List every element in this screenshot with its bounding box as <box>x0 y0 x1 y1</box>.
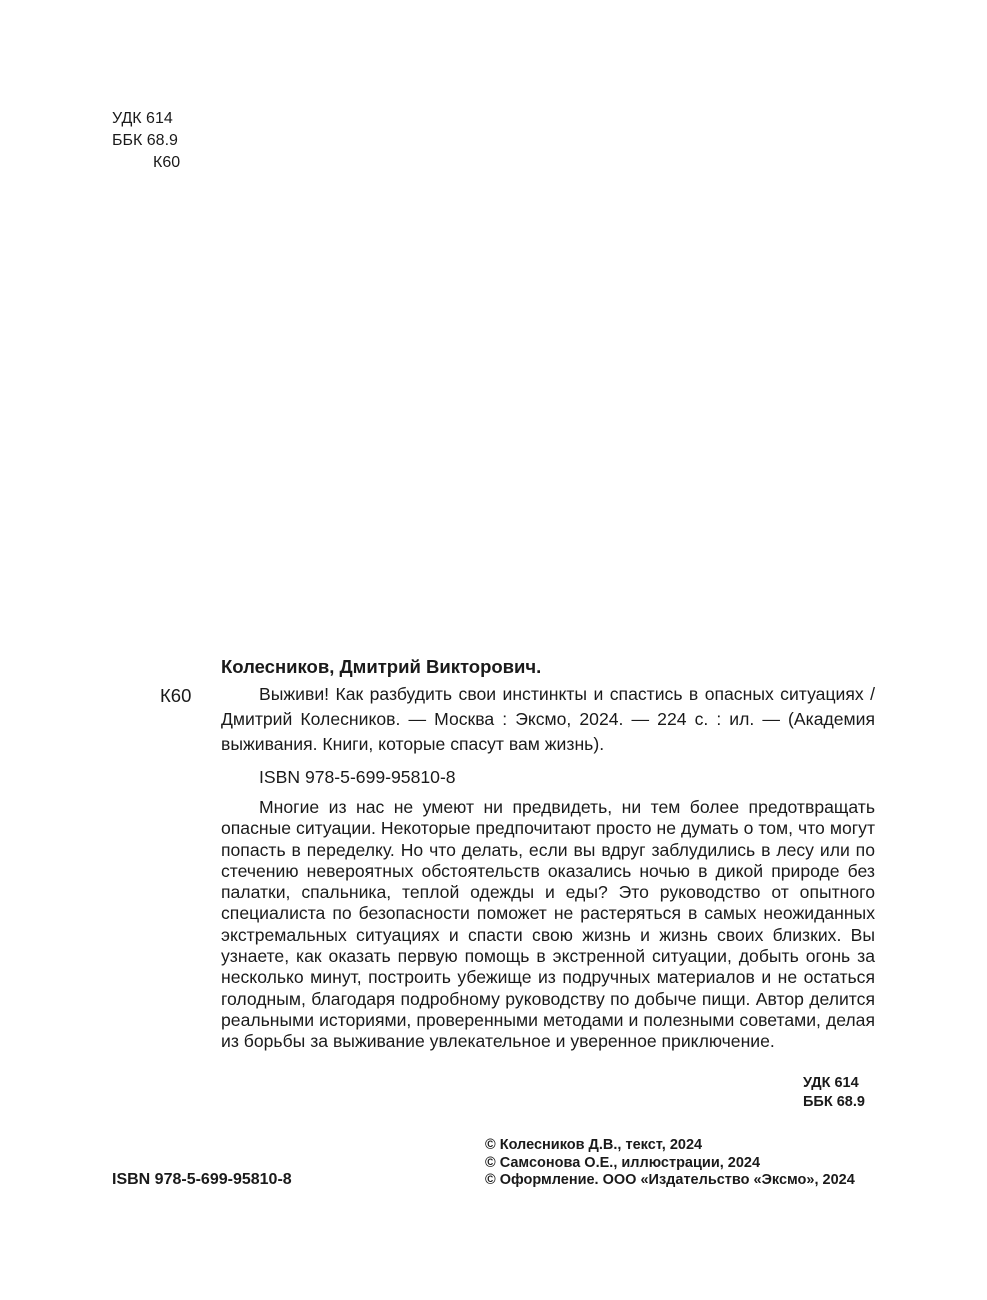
bbk-code-right: ББК 68.9 <box>803 1094 865 1110</box>
udk-code-right: УДК 614 <box>803 1075 859 1091</box>
udk-code: УДК 614 <box>112 110 173 127</box>
author-heading: Колесников, Дмитрий Викторович. <box>221 656 542 677</box>
copyright-block <box>485 1137 855 1190</box>
top-classification-codes <box>112 108 180 174</box>
author-mark-code: К60 <box>153 154 181 171</box>
author-mark-side: К60 <box>160 685 192 706</box>
isbn-entry: ISBN 978-5-699-95810-8 <box>259 767 456 787</box>
classification-codes-right <box>803 1074 865 1112</box>
bibliographic-description: Выживи! Как разбудить свои инстинкты и спастись в опасных ситуациях / Дмитрий Колесников. — Москва : Эксмо, 2024. — 224 с. : ил. — (Академия выживания. Книги, которые спасут вам жизнь). <box>221 684 875 754</box>
bbk-code: ББК 68.9 <box>112 132 178 149</box>
copyright-line: © Оформление. ООО «Издательство «Эксмо», 2024 <box>485 1172 855 1189</box>
annotation-text: Многие из нас не умеют ни предвидеть, ни тем более предотвращать опасные ситуации. Некоторые предпочитают просто не думать о том, что могут попасть в переделку. Но что делать, если вы вдруг заблудились в лесу или по стечению невероятных обстоятельств оказались ночью в дикой природе без палатки, спальника, теплой одежды и еды? Это руководство от опытного специалиста по безопасности поможет не растеряться в самых неожиданных экстремальных ситуациях и спасти свою жизнь и жизнь своих близких. Вы узнаете, как оказать первую помощь в экстренной ситуации, добыть огонь за несколько минут, построить убежище из подручных материалов и не остаться голодным, благодаря подробному руководству по добыче пищи. Автор делится реальными историями, проверенными методами и полезными советами, делая из борьбы за выживание увлекательное и уверенное приключение. <box>221 797 875 1052</box>
isbn-footer: ISBN 978-5-699-95810-8 <box>112 1171 292 1188</box>
copyright-line: © Колесников Д.В., текст, 2024 <box>485 1137 703 1153</box>
copyright-line: © Самсонова О.Е., иллюстрации, 2024 <box>485 1154 761 1171</box>
